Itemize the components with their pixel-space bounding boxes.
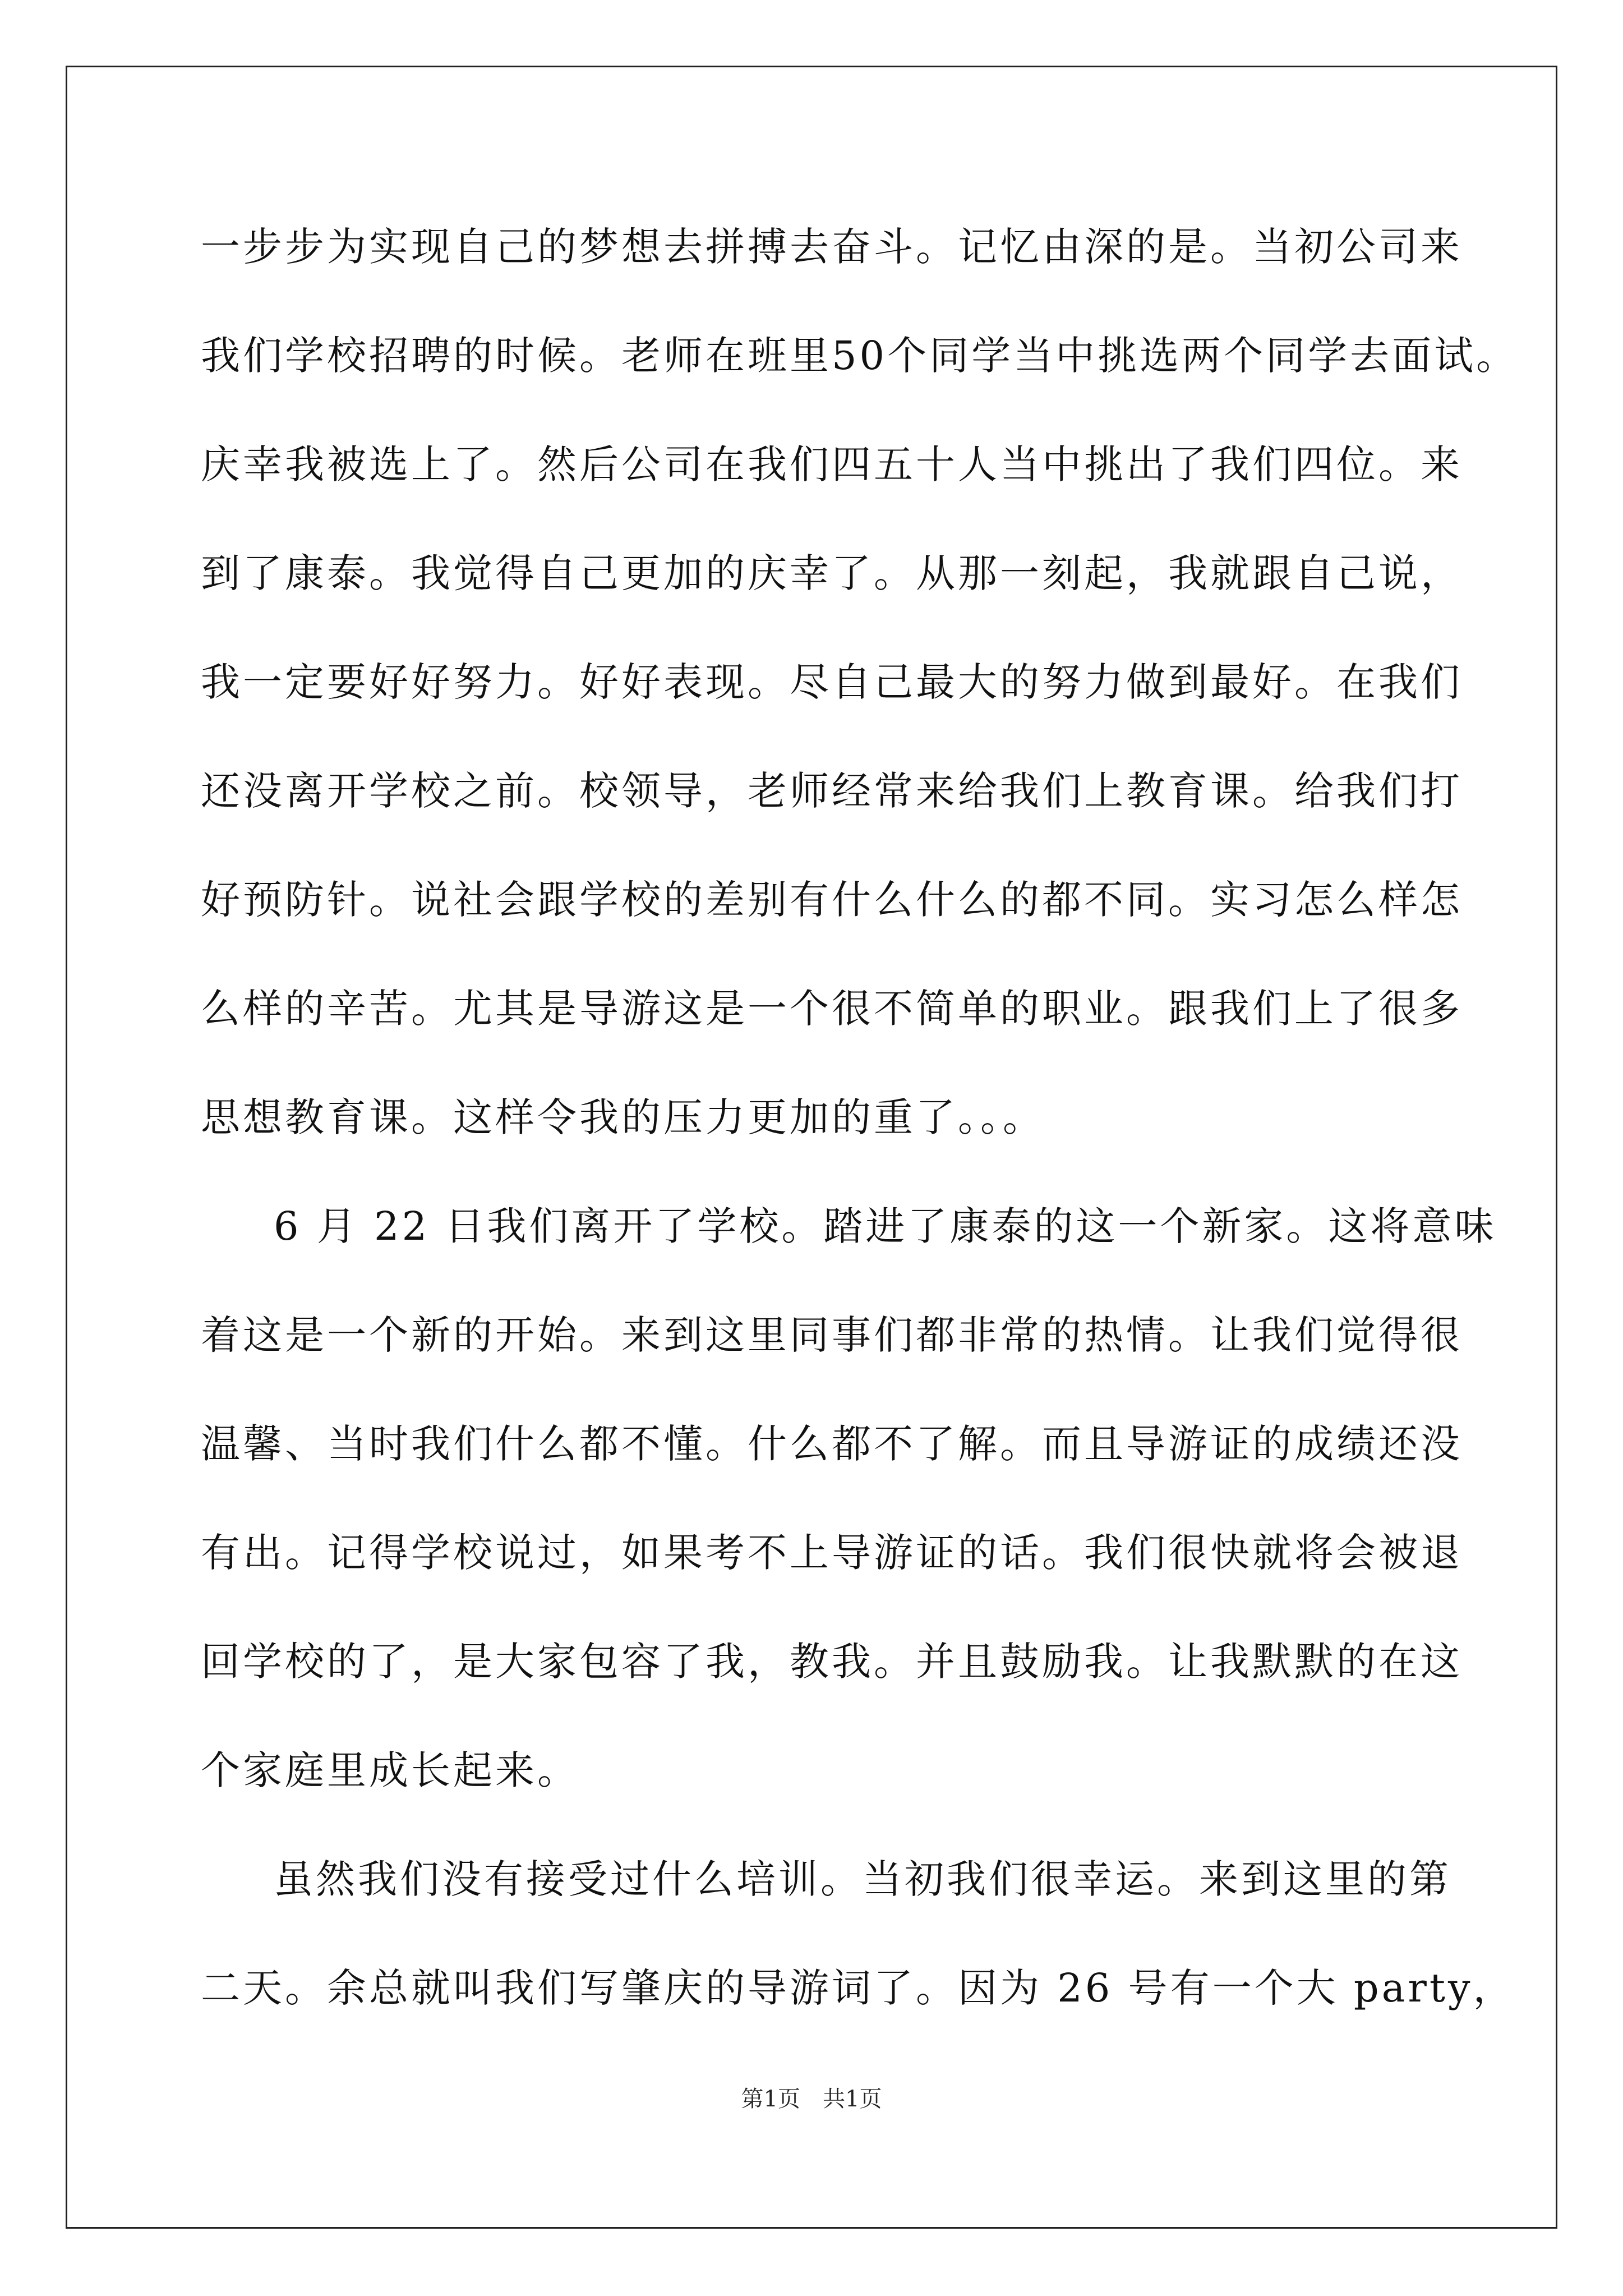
paragraph-start-line: 6 月 22 日我们离开了学校。踏进了康泰的这一个新家。这将意味 [274,1203,1497,1249]
page-footer [0,2081,1623,2113]
text-line: 我们学校招聘的时候。老师在班里50个同学当中挑选两个同学去面试。 [201,333,1519,379]
text-line: 庆幸我被选上了。然后公司在我们四五十人当中挑出了我们四位。来 [201,441,1463,487]
text-line: 思想教育课。这样令我的压力更加的重了。。。 [201,1094,1045,1140]
page-total: 共1页 [823,2086,882,2112]
text-line: 温馨、当时我们什么都不懂。什么都不了解。而且导游证的成绩还没 [201,1421,1463,1467]
document-body [201,222,1519,2072]
text-line: 我一定要好好努力。好好表现。尽自己最大的努力做到最好。在我们 [201,659,1463,705]
text-line: 还没离开学校之前。校领导，老师经常来给我们上教育课。给我们打 [201,768,1463,814]
paragraph-start-line: 虽然我们没有接受过什么培训。当初我们很幸运。来到这里的第 [274,1856,1451,1902]
text-line: 一步步为实现自己的梦想去拼搏去奋斗。记忆由深的是。当初公司来 [201,224,1463,270]
page-number: 第1页 [741,2086,800,2112]
text-line: 个家庭里成长起来。 [201,1747,579,1793]
text-line: 到了康泰。我觉得自己更加的庆幸了。从那一刻起，我就跟自己说， [201,550,1463,596]
text-line: 好预防针。说社会跟学校的差别有什么什么的都不同。实习怎么样怎 [201,877,1463,923]
text-line: 回学校的了，是大家包容了我，教我。并且鼓励我。让我默默的在这 [201,1639,1463,1685]
text-line: 有出。记得学校说过，如果考不上导游证的话。我们很快就将会被退 [201,1530,1463,1576]
text-line: 着这是一个新的开始。来到这里同事们都非常的热情。让我们觉得很 [201,1312,1463,1358]
text-line: 二天。余总就叫我们写肇庆的导游词了。因为 26 号有一个大 party， [201,1965,1515,2011]
text-line: 么样的辛苦。尤其是导游这是一个很不简单的职业。跟我们上了很多 [201,986,1463,1032]
